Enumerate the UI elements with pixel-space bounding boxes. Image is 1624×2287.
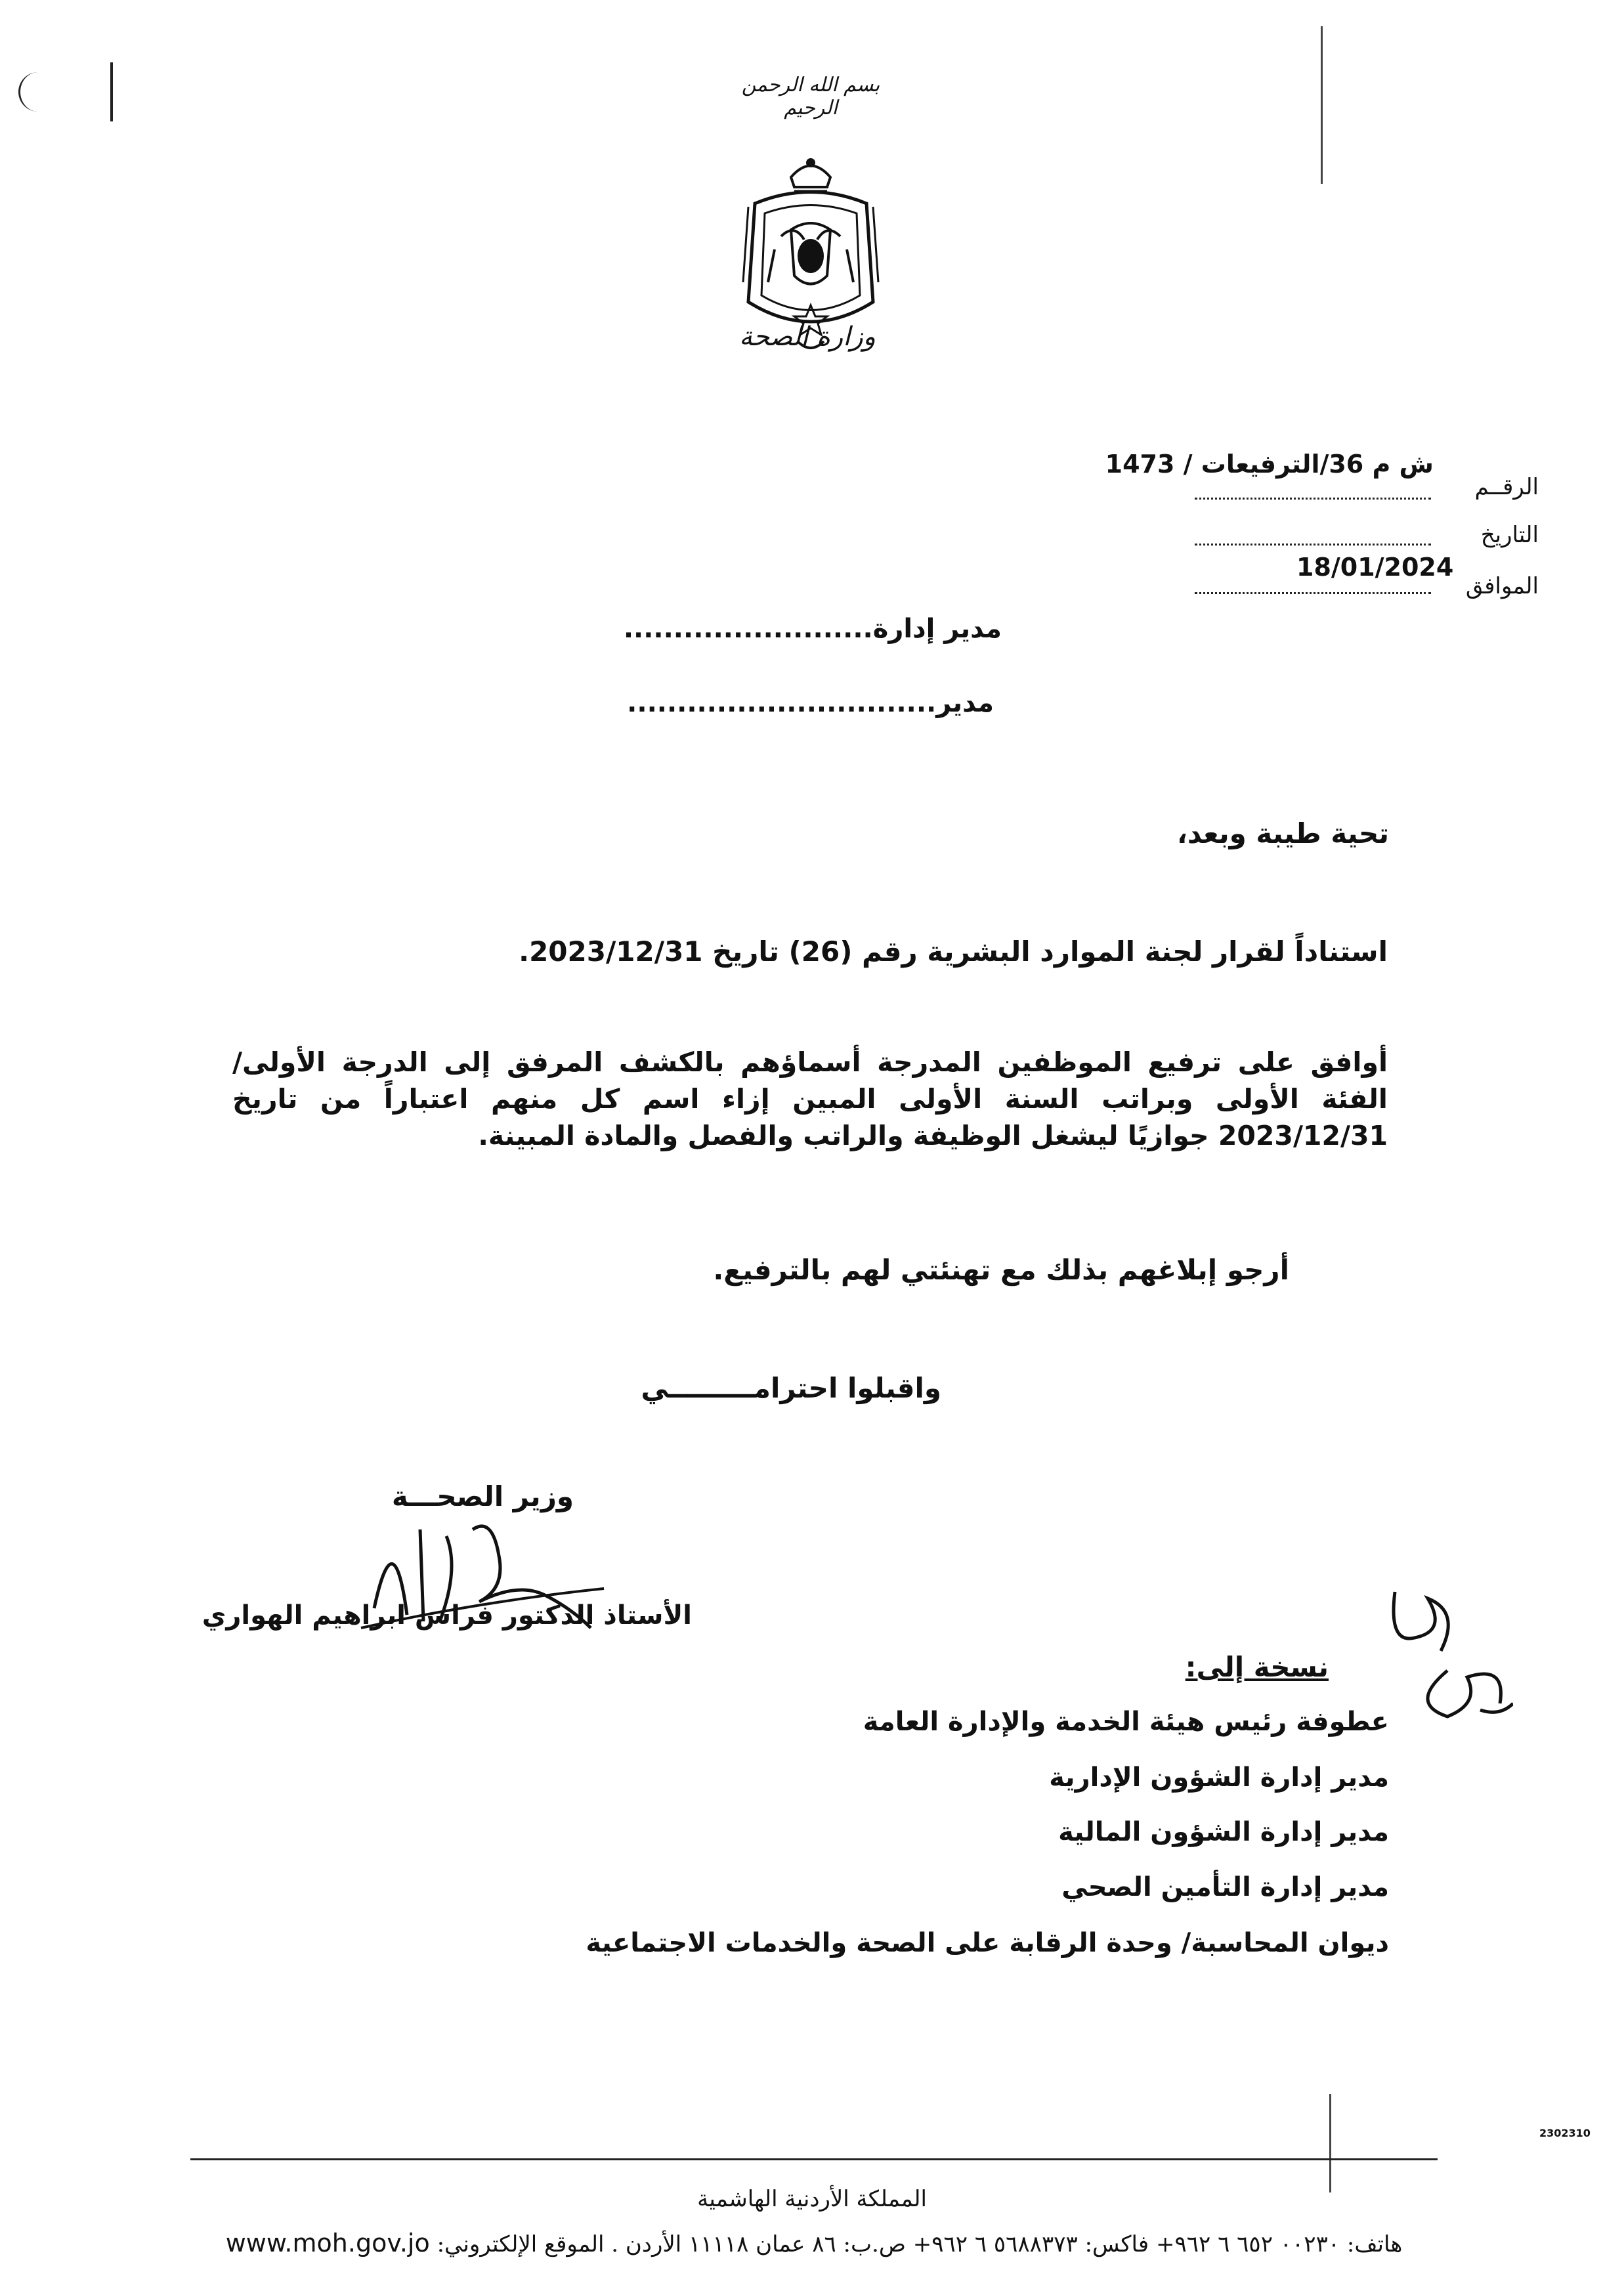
footer-website-link[interactable]: www.moh.gov.jo [225,2229,430,2257]
copy-recipient-5: ديوان المحاسبة/ وحدة الرقابة على الصحة والخدمات الاجتماعية [586,1928,1389,1958]
jordan-coat-of-arms-icon [729,105,893,407]
basmala-text: بسم الله الرحمن الرحيم [741,74,880,119]
reference-corresponding-value: 18/01/2024 [1296,553,1454,582]
document-code: 2302310 [1539,2127,1591,2139]
reference-number-value: ش م 36/الترفيعات / 1473 [1105,450,1434,479]
margin-bracket-mark [18,72,40,112]
reference-number-label: الرقــم [1474,474,1539,500]
approval-paragraph: أوافق على ترفيع الموظفين المدرجة أسماؤهم بالكشف المرفق إلى الدرجة الأولى/ الفئة الأولى وبراتب السنة الأولى المبين إزاء اسم كل منهم اعتباراً من تاريخ 2023/12/31 جوازيًا ليشغل الوظيفة والراتب والفصل والمادة المبينة. [232,1046,1388,1151]
copy-recipient-2: مدير إدارة الشؤون الإدارية [1049,1763,1389,1793]
footer-contact-info [197,2229,1431,2257]
closing-text: واقبلوا احترامـــــــــي [641,1372,941,1404]
addressee-line-1: مدير إدارة......................... [623,614,1002,644]
ministry-logo-text: وزارة الصحة [739,322,876,352]
signer-name: الأستاذ الدكتور فراس ابراهيم الهواري [202,1600,692,1631]
addressee-line-2: مدير............................... [627,688,994,718]
greeting-text: تحية طيبة وبعد، [1176,817,1389,849]
footer-contact-text: هاتف: ٠٠٢٣٠ ٦٥٢ ٦ ٩٦٢+ فاكس: ٥٦٨٨٣٧٣ ٦ ٩٦٢+ ص.ب: ٨٦ عمان ١١١١٨ الأردن . الموقع الإلكتروني: [437,2231,1403,2257]
decision-reference-text: استناداً لقرار لجنة الموارد البشرية رقم (26) تاريخ 2023/12/31. [519,935,1388,968]
reference-corresponding-label: الموافق [1465,573,1539,599]
footer-divider [190,2158,1438,2160]
footer-country-name: المملكة الأردنية الهاشمية [697,2186,927,2212]
reference-date-label: التاريخ [1480,522,1539,548]
reference-corresponding-dots [1195,592,1431,594]
reference-date-dots [1195,544,1431,545]
copy-recipient-1: عطوفة رئيس هيئة الخدمة والإدارة العامة [863,1707,1389,1737]
signer-title: وزير الصحـــة [391,1480,574,1512]
margin-line-mark [1321,26,1323,184]
margin-line-mark [110,62,113,121]
reference-number-dots [1195,498,1431,500]
margin-line-mark [1329,2094,1331,2192]
copy-recipient-4: مدير إدارة التأمين الصحي [1061,1872,1389,1902]
notification-request-text: أرجو إبلاغهم بذلك مع تهنئتي لهم بالترفيع. [713,1254,1289,1286]
handwritten-initials-mark [1369,1572,1513,1723]
copies-heading: نسخة إلى: [1185,1651,1329,1683]
copy-recipient-3: مدير إدارة الشؤون المالية [1058,1817,1389,1847]
